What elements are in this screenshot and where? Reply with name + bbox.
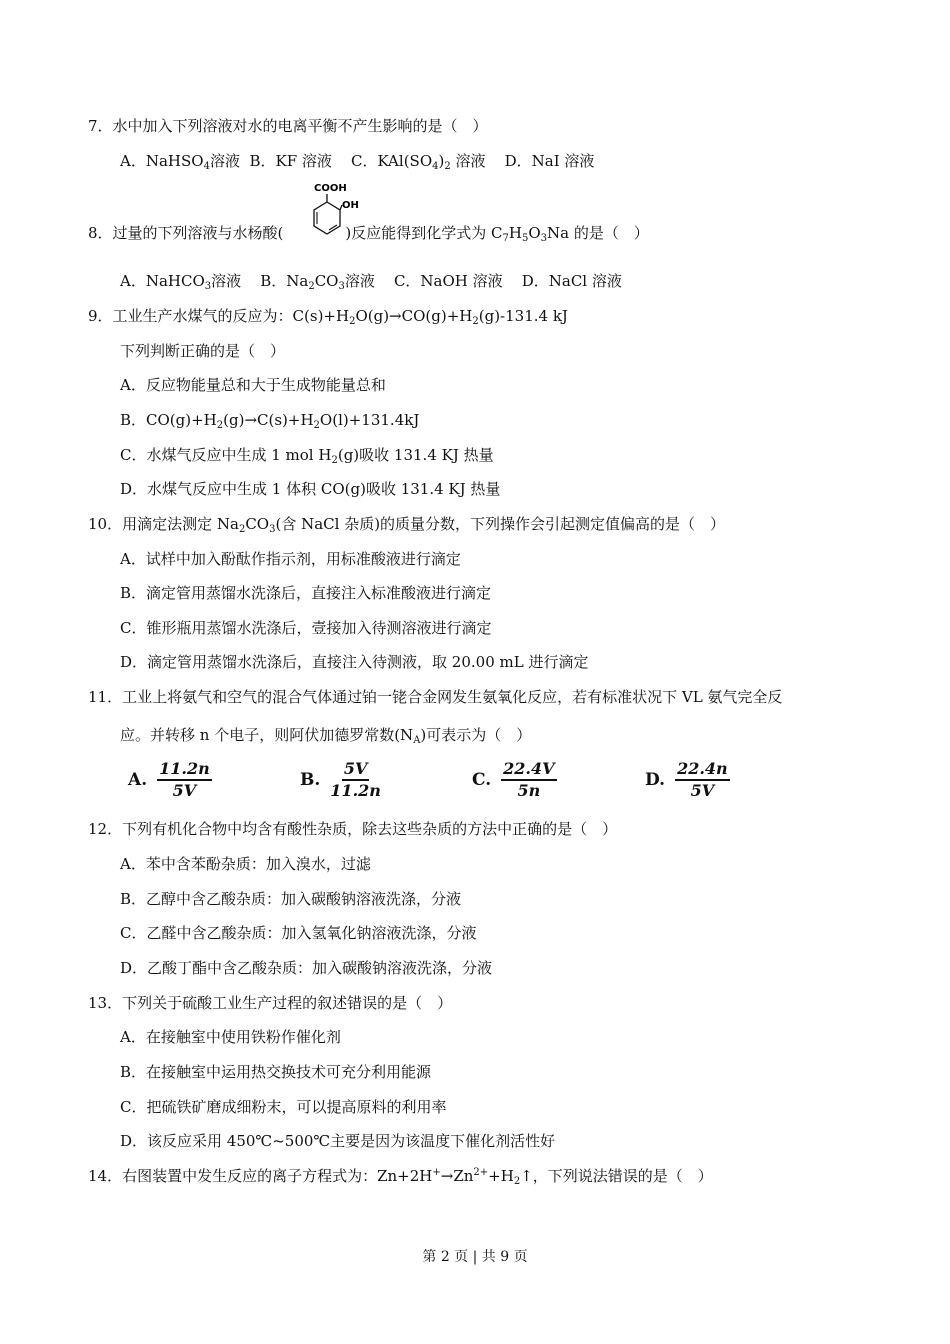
q9-stem: 9．工业生产水煤气的反应为：$C(s)+H_2O(g)\to CO(g)+H_2(g)-131.4$ kJ bbox=[88, 307, 568, 327]
q9-option-b: B．$CO(g)+H_2(g)\to C(s)+H_2O(l)+131.4kJ$ bbox=[120, 411, 420, 431]
q7-option-b: B．KF 溶液 bbox=[249, 152, 332, 170]
q7-options bbox=[120, 151, 594, 171]
q13-option-a: A．在接触室中使用铁粉作催化剂 bbox=[120, 1028, 341, 1046]
q12-option-a: A．苯中含苯酚杂质：加入溴水，过滤 bbox=[120, 855, 371, 873]
q8-option-a: A．NaHCO$_3$溶液 bbox=[120, 272, 242, 292]
q10-option-c: C．锥形瓶用蒸馏水洗涤后，壹接加入待测溶液进行滴定 bbox=[120, 619, 492, 637]
q7-option-a: A．NaHSO$_4$溶液 bbox=[120, 152, 240, 172]
q11-option-a: A. $\frac{11.2n}{5V}$ bbox=[128, 759, 210, 800]
q8-options bbox=[120, 271, 622, 291]
q11-option-b: B. $\frac{5V}{11.2n}$ bbox=[300, 759, 381, 800]
q8-option-c: C．NaOH 溶液 bbox=[393, 272, 503, 290]
struct-oh-label: OH bbox=[342, 200, 359, 211]
q14-stem: 14．右图装置中发生反应的离子方程式为：$Zn+2H^+\to Zn^{2+}+H_2↑$，下列说法错误的是（ ） bbox=[88, 1167, 713, 1187]
q8-option-b: B．$Na_2CO_3$溶液 bbox=[260, 272, 375, 292]
q7-stem: 7．水中加入下列溶液对水的电离平衡不产生影响的是（ ） bbox=[88, 117, 488, 135]
q10-stem: 10．用滴定法测定 $Na_2CO_3$(含 NaCl 杂质)的质量分数，下列操作会引起测定值偏高的是（ ） bbox=[88, 515, 726, 535]
q7-option-d: D．NaI 溶液 bbox=[504, 152, 595, 170]
q9-option-a: A．反应物能量总和大于生成物能量总和 bbox=[120, 376, 386, 394]
q7-option-c: C．$KAl(SO_4)_2$ 溶液 bbox=[350, 152, 486, 172]
q10-option-b: B．滴定管用蒸馏水洗涤后，直接注入标准酸液进行滴定 bbox=[120, 584, 492, 602]
q10-option-a: A．试样中加入酚酞作指示剂，用标准酸液进行滴定 bbox=[120, 550, 461, 568]
q9-option-c: C．水煤气反应中生成 1 mol $H_2(g)$吸收 131.4 KJ 热量 bbox=[120, 446, 494, 466]
q13-option-c: C．把硫铁矿磨成细粉末，可以提高原料的利用率 bbox=[120, 1098, 447, 1116]
q9-option-d: D．水煤气反应中生成 1 体积 CO(g)吸收 131.4 KJ 热量 bbox=[120, 480, 501, 498]
q13-option-d: D．该反应采用 450℃~500℃主要是因为该温度下催化剂活性好 bbox=[120, 1132, 556, 1150]
page-footer: 第 2 页 | 共 9 页 bbox=[422, 1249, 528, 1265]
q13-option-b: B．在接触室中运用热交换技术可充分利用能源 bbox=[120, 1063, 432, 1081]
q13-stem: 13．下列关于硫酸工业生产过程的叙述错误的是（ ） bbox=[88, 994, 453, 1012]
q12-option-d: D．乙酸丁酯中含乙酸杂质：加入碳酸钠溶液洗涤，分液 bbox=[120, 959, 493, 977]
q9-sub-stem: 下列判断正确的是（ ） bbox=[120, 342, 286, 360]
q11-stem-line1: 11．工业上将氨气和空气的混合气体通过铂一铑合金网发生氨氧化反应，若有标准状况下 VL 氨气完全反 bbox=[88, 688, 783, 706]
q10-option-d: D．滴定管用蒸馏水洗涤后，直接注入待测液，取 20.00 mL 进行滴定 bbox=[120, 653, 589, 671]
q11-option-c: C. $\frac{22.4V}{5n}$ bbox=[472, 759, 555, 800]
q11-stem-line2: 应。并转移 n 个电子，则阿伏加德罗常数$(N_A)$可表示为（ ） bbox=[120, 726, 532, 746]
q8-option-d: D．NaCl 溶液 bbox=[521, 272, 622, 290]
q12-stem: 12．下列有机化合物中均含有酸性杂质，除去这些杂质的方法中正确的是（ ） bbox=[88, 820, 618, 838]
q12-option-b: B．乙醇中含乙酸杂质：加入碳酸钠溶液洗涤，分液 bbox=[120, 890, 462, 908]
q12-option-c: C．乙醛中含乙酸杂质：加入氢氧化钠溶液洗涤，分液 bbox=[120, 924, 477, 942]
struct-cooh-label: COOH bbox=[314, 183, 347, 194]
q8-stem: 8．过量的下列溶液与水杨酸( )反应能得到化学式为 $C_7H_5O_3Na$ 的是（ ） bbox=[88, 224, 649, 244]
q11-option-d: D. $\frac{22.4n}{5V}$ bbox=[645, 759, 728, 800]
